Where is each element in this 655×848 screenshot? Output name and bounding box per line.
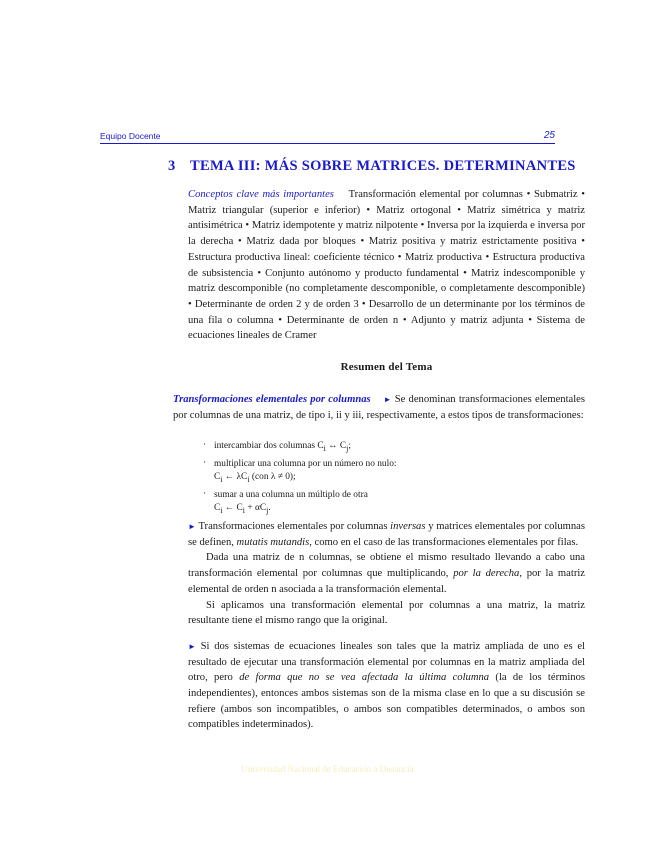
list-item-text: ; (348, 441, 351, 451)
page-number: 25 (543, 130, 555, 141)
formula-text: C (214, 471, 221, 482)
subscript: i (323, 443, 326, 453)
paragraph-text: Si dos sistemas de ecuaciones lineales son tales que la matriz ampliada de uno es el resultado de ejecutar una transformación elemental por columnas en la matriz ampliada del otro, pero (188, 640, 585, 684)
transformations-term: Transformaciones elementales por columnas (173, 394, 371, 405)
paragraph-italic: mutatis mutandis (236, 536, 310, 548)
footer-watermark: Universidad Nacional de Educación a Distancia (241, 764, 414, 774)
key-concepts-paragraph (188, 187, 585, 344)
summary-paragraphs (188, 519, 585, 733)
bullet-icon: · (203, 440, 207, 450)
formula-text: + αC (244, 502, 267, 513)
paragraph-linear-systems (188, 639, 585, 733)
bullet-icon: · (203, 457, 207, 468)
transformations-list (203, 440, 583, 520)
list-item (203, 489, 583, 517)
list-item (203, 458, 583, 486)
paragraph-text: Transformaciones elementales por columnas (198, 521, 391, 532)
subscript: i (247, 474, 250, 484)
paragraph-text: Dada una matriz de n columnas, se obtiene el mismo resultado llevando a cabo una transformación elemental por columnas que multiplicando, (188, 552, 585, 580)
arrow-icon: ► (188, 522, 196, 531)
section-title-text: TEMA III: MÁS SOBRE MATRICES. DETERMINANTES (190, 158, 576, 174)
paragraph-italic: de forma que no se vea afectada la última columna (239, 672, 490, 684)
paragraph-text: , por la matriz elemental de orden n asociada a la transformación elemental. (188, 568, 585, 595)
bullet-icon: · (203, 488, 207, 499)
list-item-text: ↔ C (325, 441, 347, 451)
transformations-heading (173, 392, 585, 423)
arrow-icon: ► (188, 641, 196, 651)
subscript: i (220, 474, 223, 484)
transformations-intro: Se denominan transformaciones elementales por columnas de una matriz, de tipo i, ii y iii, respectivamente, a estos tipos de transformaciones: (173, 394, 585, 421)
formula (214, 502, 583, 517)
arrow-icon: ► (383, 395, 392, 404)
paragraph-inverse-transformations (188, 519, 585, 550)
paragraph-italic: inversas (390, 521, 426, 532)
running-header-author: Equipo Docente (100, 131, 161, 141)
section-title (168, 158, 576, 175)
paragraph-text: y matrices elementales por columnas se definen, (188, 521, 585, 548)
summary-title: Resumen del Tema (340, 361, 433, 373)
header-rule (100, 143, 555, 144)
formula-text: ← C (222, 502, 243, 513)
list-item-text: sumar a una columna un múltiplo de otra (214, 489, 368, 500)
subscript: i (220, 505, 223, 515)
list-item-text: multiplicar una columna por un número no nulo: (214, 458, 397, 469)
subscript: j (346, 443, 349, 453)
paragraph-italic: por la derecha (453, 568, 520, 580)
key-concepts-label: Conceptos clave más importantes (188, 189, 334, 200)
paragraph-text: (la de los términos independientes), entonces ambos sistemas son de la misma clase en lo que a su discusión se refiere (ambos son incompatibles, o ambos son compatibles determinados, o ambos son compatibles indeterminados). (188, 672, 585, 731)
section-number: 3 (168, 158, 176, 174)
list-item (203, 440, 583, 455)
subscript: j (266, 505, 269, 515)
paragraph-text: , como en el caso de las transformaciones elementales por filas. (309, 536, 579, 548)
paragraph-rank (188, 598, 585, 629)
key-concepts-text: Transformación elemental por columnas • Submatriz • Matriz triangular (superior e inferior) • Matriz ortogonal • Matriz simétrica y matriz antisimétrica • Matriz idempotente y matriz nilpotente • Inversa por la izquierda e inversa por la derecha • Matriz dada por bloques • Matriz positiva y matriz estrictamente positiva • Estructura productiva lineal: coeficiente técnico • Matriz productiva • Estructura productiva de subsistencia • Conjunto autónomo y producto fundamental • Matriz indescomponible y matriz descomponible (no completamente descomponible, o completamente descomponible) • Determinante de orden 2 y de orden 3 • Desarrollo de un determinante por los términos de una fila o columna • Determinante de orden n • Adjunto y matriz adjunta • Sistema de ecuaciones lineales de Cramer (188, 189, 586, 342)
list-item-text: intercambiar dos columnas C (214, 441, 324, 451)
formula-text: (con λ ≠ 0); (249, 471, 296, 482)
formula (214, 471, 583, 486)
paragraph-right-multiplication (188, 550, 585, 597)
formula-text: . (268, 502, 271, 513)
subscript: i (242, 505, 245, 515)
formula-text: ← λC (222, 471, 248, 482)
paragraph-text: Si aplicamos una transformación elemental por columnas a una matriz, la matriz resultante tiene el mismo rango que la original. (188, 599, 585, 627)
formula-text: C (214, 502, 221, 513)
